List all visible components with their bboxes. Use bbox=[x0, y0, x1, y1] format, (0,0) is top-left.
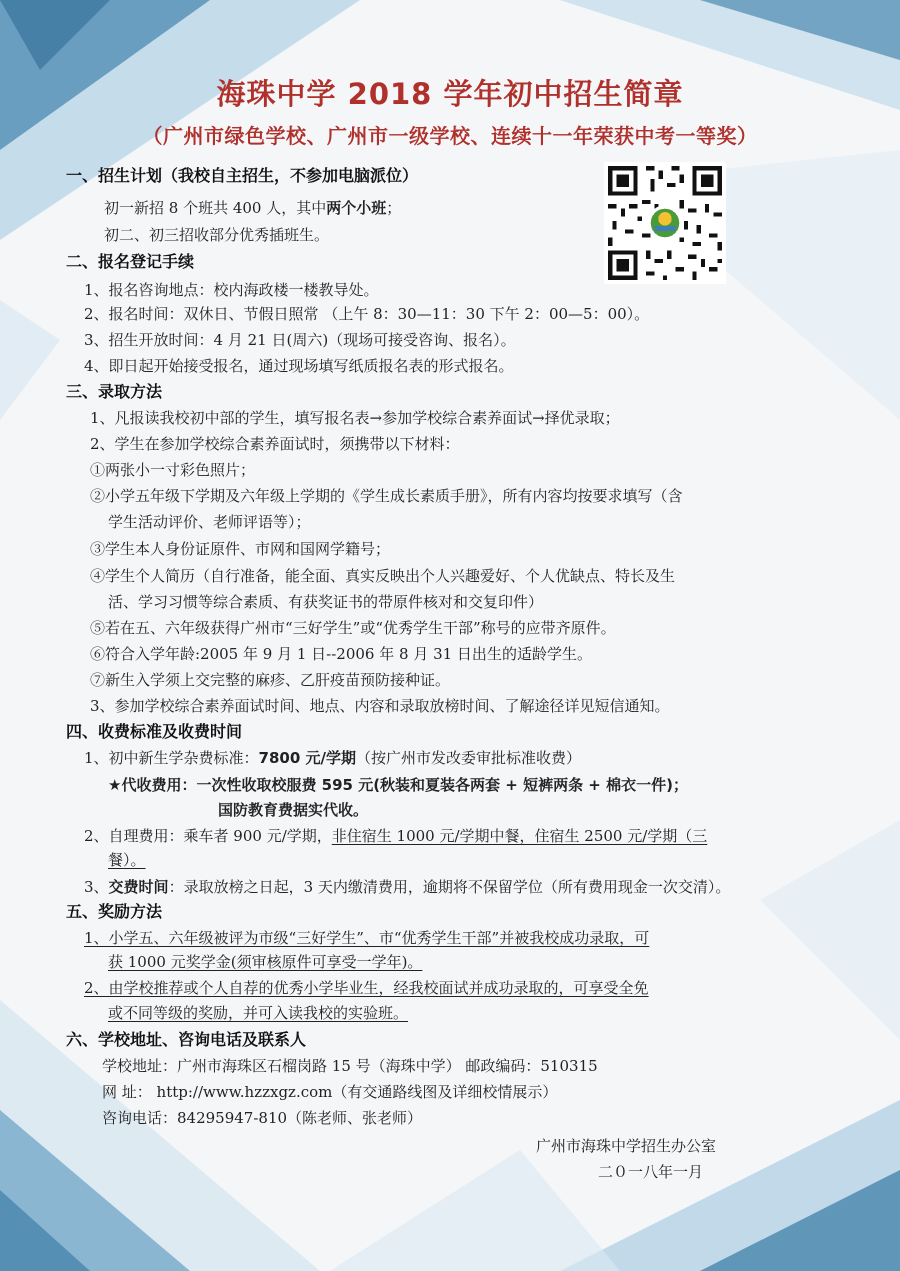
self-pay-label: 2、自理费用：乘车者 900 元/学期， bbox=[84, 827, 332, 845]
qr-code bbox=[604, 162, 726, 284]
section-3-line-2: 2、学生在参加学校综合素养面试时，须携带以下材料： bbox=[90, 435, 460, 453]
section-5-line-1: 1、小学五、六年级被评为市级“三好学生”、市“优秀学生干部”并被我校成功录取，可 bbox=[84, 929, 650, 947]
payment-index: 3、 bbox=[84, 878, 109, 896]
page-subtitle: （广州市绿色学校、广州市一级学校、连续十一年荣获中考一等奖） bbox=[142, 124, 758, 148]
section-4-line-5: 餐）。 bbox=[108, 851, 146, 869]
tuition-amount: 7800 元/学期 bbox=[258, 749, 356, 767]
section-4-line-3: 国防教育费据实代收。 bbox=[218, 801, 369, 819]
section-3-line-3: ①两张小一寸彩色照片； bbox=[90, 461, 256, 479]
issue-date: 二０一八年一月 bbox=[598, 1163, 704, 1181]
section-2-item-3: 3、招生开放时间：4 月 21 日(周六)（现场可接受咨询、报名）。 bbox=[84, 331, 516, 349]
school-address: 学校地址：广州市海珠区石榴岗路 15 号（海珠中学） 邮政编码：510315 bbox=[102, 1057, 598, 1075]
section-5-line-3: 2、由学校推荐或个人自荐的优秀小学毕业生，经我校面试并成功录取的，可享受全免 bbox=[84, 979, 649, 997]
section-5-line-2: 获 1000 元奖学金(须审核原件可享受一学年)。 bbox=[108, 953, 423, 971]
section-3-line-8: 活、学习习惯等综合素质、有获奖证书的带原件核对和交复印件） bbox=[108, 593, 544, 611]
section-1-line-2: 初二、初三招收部分优秀插班生。 bbox=[104, 226, 330, 244]
section-6-heading: 六、学校地址、咨询电话及联系人 bbox=[66, 1030, 307, 1049]
payment-time-label: 交费时间 bbox=[108, 878, 169, 896]
section-4-heading: 四、收费标准及收费时间 bbox=[66, 722, 243, 741]
section-3-line-10: ⑥符合入学年龄:2005 年 9 月 1 日--2006 年 8 月 31 日出生的适龄学生。 bbox=[90, 645, 592, 663]
section-1-line-1-text: 初一新招 8 个班共 400 人，其中 bbox=[104, 199, 327, 217]
section-4-line-4 bbox=[84, 826, 707, 846]
fee-label: 1、初中新生学杂费标准： bbox=[84, 749, 259, 767]
section-2-item-2: 2、报名时间：双休日、节假日照常 （上午 8：30—11：30 下午 2：00—5：00）。 bbox=[84, 305, 650, 323]
section-4-line-6 bbox=[84, 877, 730, 897]
fee-note: （按广州市发改委审批标准收费） bbox=[356, 749, 582, 767]
section-3-line-11: ⑦新生入学须上交完整的麻疹、乙肝疫苗预防接种证。 bbox=[90, 671, 451, 689]
section-1-line-1 bbox=[104, 198, 401, 218]
small-class-text: 两个小班 bbox=[326, 199, 387, 217]
section-3-line-1: 1、凡报读我校初中部的学生，填写报名表→参加学校综合素养面试→择优录取； bbox=[90, 409, 620, 427]
school-website[interactable]: 网 址： http://www.hzzxgz.com（有交通路线图及详细校情展示） bbox=[102, 1083, 558, 1101]
section-3-line-4: ②小学五年级下学期及六年级上学期的《学生成长素质手册》，所有内容均按要求填写（含 bbox=[90, 487, 683, 505]
section-4-line-1 bbox=[84, 748, 581, 768]
issuing-office: 广州市海珠中学招生办公室 bbox=[536, 1137, 717, 1155]
consult-phone: 咨询电话：84295947-810（陈老师、张老师） bbox=[102, 1109, 423, 1127]
section-3-line-6: ③学生本人身份证原件、市网和国网学籍号； bbox=[90, 540, 391, 558]
section-2-item-1: 1、报名咨询地点：校内海政楼一楼教导处。 bbox=[84, 281, 379, 299]
section-2-heading: 二、报名登记手续 bbox=[66, 252, 195, 271]
section-1-heading: 一、招生计划（我校自主招生，不参加电脑派位） bbox=[66, 166, 419, 185]
section-3-line-5: 学生活动评价、老师评语等）； bbox=[108, 513, 311, 531]
section-3-line-9: ⑤若在五、六年级获得广州市“三好学生”或“优秀学生干部”称号的应带齐原件。 bbox=[90, 619, 616, 637]
meal-fee-text: 非住宿生 1000 元/学期中餐，住宿生 2500 元/学期（三 bbox=[331, 827, 708, 845]
section-2-item-4: 4、即日起开始接受报名，通过现场填写纸质报名表的形式报名。 bbox=[84, 357, 514, 375]
section-1-line-1-end: ； bbox=[386, 199, 402, 217]
section-3-line-7: ④学生个人简历（自行准备，能全面、真实反映出个人兴趣爱好、个人优缺点、特长及生 bbox=[90, 567, 676, 585]
section-3-heading: 三、录取方法 bbox=[66, 382, 163, 401]
section-5-line-4: 或不同等级的奖励，并可入读我校的实验班。 bbox=[108, 1004, 409, 1022]
page-title: 海珠中学 2018 学年初中招生简章 bbox=[216, 77, 684, 111]
section-5-heading: 五、奖励方法 bbox=[66, 902, 163, 921]
section-3-line-12: 3、参加学校综合素养面试时间、地点、内容和录取放榜时间、了解途径详见短信通知。 bbox=[90, 697, 670, 715]
payment-time-text: ：录取放榜之日起，3 天内缴清费用，逾期将不保留学位（所有费用现金一次交清）。 bbox=[168, 878, 731, 896]
section-4-line-2: ★代收费用：一次性收取校服费 595 元(秋装和夏装各两套 + 短裤两条 + 棉衣一件)； bbox=[108, 776, 688, 794]
